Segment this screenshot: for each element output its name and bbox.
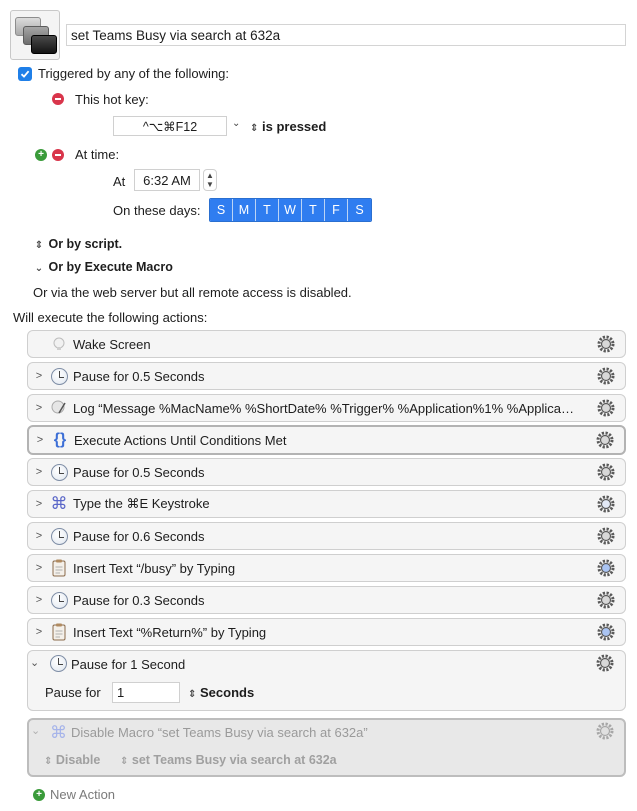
gear-icon[interactable] xyxy=(595,397,617,419)
lamp-icon xyxy=(50,335,68,353)
day-thursday[interactable]: T xyxy=(302,199,325,221)
action-label: Pause for 1 Second xyxy=(71,657,186,672)
action-row-pause[interactable] xyxy=(27,586,626,614)
disable-mode-label: Disable xyxy=(55,753,101,767)
action-row-log[interactable] xyxy=(27,394,626,422)
or-by-script-toggle[interactable] xyxy=(33,237,122,251)
time-field[interactable]: 6:32 AM xyxy=(134,169,200,191)
day-sunday[interactable]: S xyxy=(210,199,233,221)
disclosure-chevron-icon[interactable]: > xyxy=(35,626,43,638)
clipboard-icon xyxy=(50,559,68,577)
action-label: Type the ⌘E Keystroke xyxy=(73,496,210,511)
hotkey-field[interactable]: ^⌥⌘F12 xyxy=(113,116,227,136)
web-server-note: Or via the web server but all remote access is disabled. xyxy=(33,285,352,300)
disclosure-chevron-icon[interactable]: > xyxy=(35,594,43,606)
pause-unit-popup[interactable] xyxy=(188,685,254,700)
chevron-down-icon[interactable]: ⌄ xyxy=(31,725,41,737)
hotkey-dropdown-chevron-icon[interactable]: ⌄ xyxy=(232,118,241,129)
action-label: Pause for 0.6 Seconds xyxy=(73,528,205,544)
disclosure-chevron-icon[interactable]: > xyxy=(35,562,43,574)
gear-icon[interactable] xyxy=(595,493,617,515)
hotkey-condition-popup[interactable] xyxy=(250,119,326,134)
action-label: Log “Message %MacName% %ShortDate% %Trigger% %Application%1% %Applica… xyxy=(73,400,574,416)
action-row-wake-screen[interactable] xyxy=(27,330,626,358)
chevron-down-icon: ⌄ xyxy=(34,263,44,274)
action-label: Pause for 0.5 Seconds xyxy=(73,368,205,384)
add-time-trigger-button[interactable]: + xyxy=(35,149,47,161)
disclosure-chevron-icon[interactable]: > xyxy=(35,530,43,542)
clock-icon xyxy=(50,527,68,545)
days-label: On these days: xyxy=(113,203,201,218)
updown-chevron-icon: ⇕ xyxy=(44,756,53,767)
at-label: At xyxy=(113,174,126,189)
action-label: Disable Macro “set Teams Busy via search at 632a” xyxy=(71,725,368,740)
updown-chevron-icon: ⇕ xyxy=(250,123,259,134)
day-friday[interactable]: F xyxy=(325,199,348,221)
clock-icon xyxy=(50,463,68,481)
disclosure-chevron-icon[interactable]: > xyxy=(35,370,43,382)
chevron-down-icon[interactable]: ⌄ xyxy=(30,657,40,669)
gear-icon[interactable] xyxy=(595,653,615,676)
gear-icon[interactable] xyxy=(595,461,617,483)
day-saturday[interactable]: S xyxy=(348,199,371,221)
gear-icon[interactable] xyxy=(595,589,617,611)
target-macro-popup[interactable] xyxy=(120,753,337,767)
action-label: Execute Actions Until Conditions Met xyxy=(74,432,287,448)
disclosure-chevron-icon[interactable]: > xyxy=(36,434,44,446)
braces-icon: {} xyxy=(53,431,67,448)
plus-icon: + xyxy=(33,789,45,801)
command-key-icon: ⌘ xyxy=(50,723,67,742)
gear-icon[interactable] xyxy=(594,429,616,451)
updown-chevron-icon: ⇕ xyxy=(188,689,197,700)
new-action-label: New Action xyxy=(50,787,116,802)
gear-icon[interactable] xyxy=(595,333,617,355)
action-label: Pause for 0.5 Seconds xyxy=(73,464,205,480)
clock-icon xyxy=(50,591,68,609)
triggers-header: Triggered by any of the following: xyxy=(38,66,230,81)
days-selector xyxy=(209,198,372,222)
time-trigger-label: At time: xyxy=(75,147,120,162)
remove-hotkey-trigger-button[interactable] xyxy=(52,93,64,105)
new-action-button[interactable] xyxy=(33,787,115,802)
action-row-insert-text[interactable] xyxy=(27,554,626,582)
remove-time-trigger-button[interactable] xyxy=(52,149,64,161)
pause-duration-input[interactable]: 1 xyxy=(112,682,180,703)
day-wednesday[interactable]: W xyxy=(279,199,302,221)
day-tuesday[interactable]: T xyxy=(256,199,279,221)
macro-windows-icon[interactable] xyxy=(10,10,60,60)
gear-icon[interactable] xyxy=(595,721,615,744)
disclosure-chevron-icon[interactable]: > xyxy=(35,466,43,478)
clock-icon xyxy=(50,367,68,385)
action-row-execute-until[interactable] xyxy=(27,425,626,455)
clipboard-icon xyxy=(50,623,68,641)
macro-name-field[interactable]: set Teams Busy via search at 632a xyxy=(66,24,626,46)
command-key-icon: ⌘ xyxy=(50,494,68,513)
action-row-pause[interactable] xyxy=(27,458,626,486)
triggered-checkbox[interactable] xyxy=(18,67,32,81)
hotkey-trigger-label: This hot key: xyxy=(75,92,149,107)
gear-icon[interactable] xyxy=(595,365,617,387)
action-row-insert-text[interactable] xyxy=(27,618,626,646)
or-by-execute-macro-label: Or by Execute Macro xyxy=(48,260,173,274)
clock-icon xyxy=(50,655,67,672)
time-stepper[interactable]: ▲ ▼ xyxy=(203,169,217,191)
disable-mode-popup[interactable] xyxy=(44,753,100,767)
pause-unit-label: Seconds xyxy=(200,685,255,700)
gear-icon[interactable] xyxy=(595,621,617,643)
gear-icon[interactable] xyxy=(595,525,617,547)
updown-chevron-icon: ⇕ xyxy=(120,756,129,767)
actions-header: Will execute the following actions: xyxy=(13,310,208,325)
log-icon xyxy=(50,399,68,417)
or-by-execute-macro-toggle[interactable] xyxy=(33,260,173,274)
hotkey-condition-label: is pressed xyxy=(262,119,327,134)
action-label: Insert Text “%Return%” by Typing xyxy=(73,624,267,640)
disclosure-chevron-icon[interactable]: > xyxy=(35,498,43,510)
pause-for-label: Pause for xyxy=(45,685,101,700)
action-label: Wake Screen xyxy=(73,336,151,352)
action-label: Pause for 0.3 Seconds xyxy=(73,592,205,608)
gear-icon[interactable] xyxy=(595,557,617,579)
target-macro-label: set Teams Busy via search at 632a xyxy=(131,753,337,767)
or-by-script-label: Or by script. xyxy=(48,237,123,251)
action-row-type-keystroke[interactable] xyxy=(27,490,626,518)
action-row-pause[interactable] xyxy=(27,362,626,390)
disclosure-chevron-icon[interactable]: > xyxy=(35,402,43,414)
updown-chevron-icon: ⇕ xyxy=(34,240,44,251)
action-row-pause[interactable] xyxy=(27,522,626,550)
day-monday[interactable]: M xyxy=(233,199,256,221)
action-label: Insert Text “/busy” by Typing xyxy=(73,560,236,576)
